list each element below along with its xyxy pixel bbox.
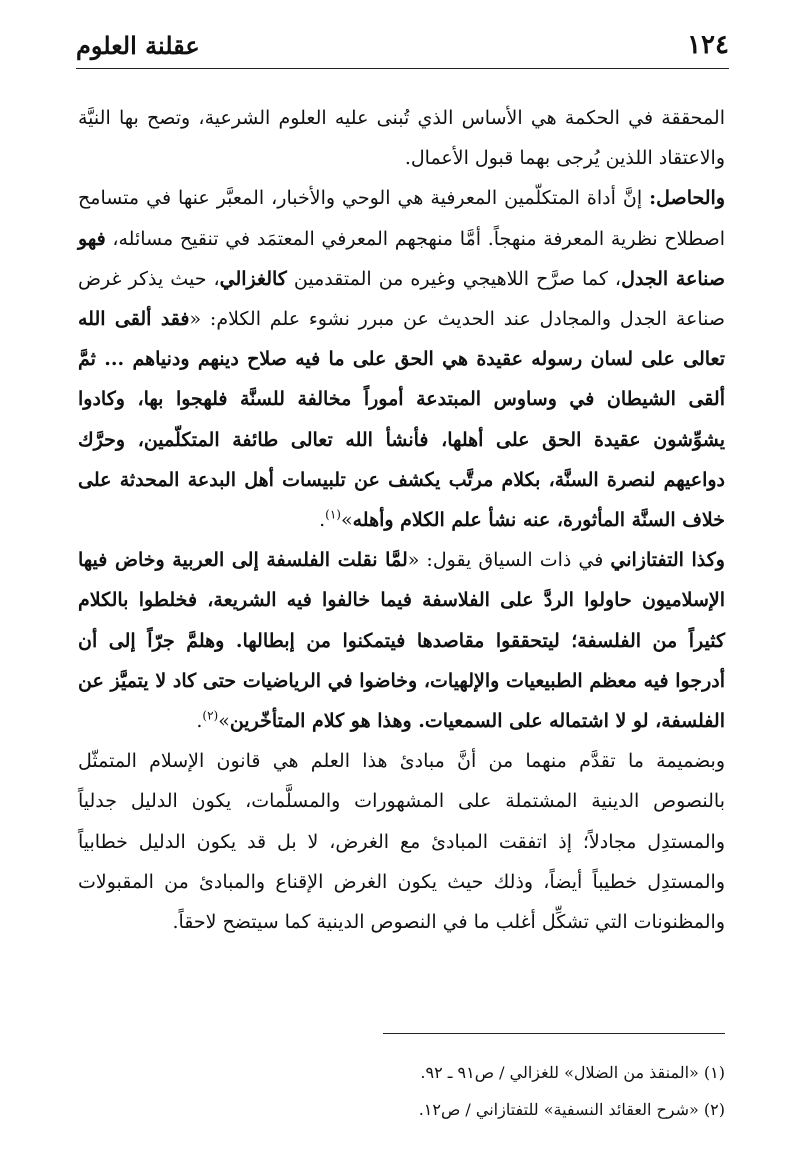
footnotes xyxy=(78,1054,725,1128)
running-title: عقلنة العلوم xyxy=(76,30,200,60)
paragraph-2-bold-b: فهو صناعة الجدل xyxy=(78,227,725,290)
main-text xyxy=(78,98,725,942)
footnote-ref-1: (١) xyxy=(325,507,341,522)
paragraph-3-text-a: في ذات السياق يقول: « xyxy=(407,549,611,572)
paragraph-2-end: . xyxy=(319,509,326,532)
paragraph-2-lead: والحاصل: xyxy=(649,187,725,210)
footnote-divider xyxy=(383,1033,725,1034)
paragraph-3-quote-close: » xyxy=(218,710,230,733)
paragraph-2-text-a: إنَّ أداة المتكلّمين المعرفية هي الوحي والأخبار، المعبَّر عنها في متسامح اصطلاح نظرية المعرفة منهجاً. أمَّا منهجهم المعرفي المعتمَد في تنقيح مسائله، xyxy=(78,187,725,250)
paragraph-2-text-c: ، كما صرَّح اللاهيجي وغيره من المتقدمين xyxy=(286,267,622,290)
paragraph-2 xyxy=(78,178,725,540)
footnote-2: (٢) «شرح العقائد النسفية» للتفتازاني / ص١٢. xyxy=(418,1100,725,1119)
footnote-ref-2: (٢) xyxy=(202,708,219,723)
paragraph-2-quote: فقد ألقى الله تعالى على لسان رسوله عقيدة هي الحق على ما فيه صلاح دينهم ودنياهم ... ثمَّ ألقى الشيطان في وساوس المبتدعة أموراً مخالفة للسنَّة فلهجوا بها، وكادوا يشوِّشون عقيدة الحق على أهلها، فأنشأ الله تعالى طائفة المتكلّمين، وحرَّك دواعيهم لنصرة السنَّة، بكلام مرتَّب يكشف عن تلبيسات أهل البدعة المحدثة على خلاف السنَّة المأثورة، عنه نشأ علم الكلام وأهله xyxy=(78,308,725,532)
paragraph-3-end: . xyxy=(196,710,203,733)
footnote-1: (١) «المنقذ من الضلال» للغزالي / ص٩١ ـ ٩٢. xyxy=(420,1063,725,1082)
paragraph-4: وبضميمة ما تقدَّم منهما من أنَّ مبادئ هذا العلم هي قانون الإسلام المتمثّل بالنصوص الدينية المشتملة على المشهورات والمسلَّمات، يكون الدليل جدلياً والمستدِل مجادلاً؛ إذ اتفقت المبادئ مع الغرض، لا بل قد يكون الدليل خطابياً والمستدِل خطيباً أيضاً، وذلك حيث يكون الغرض الإقناع والمبادئ من المقبولات والمظنونات التي تشكِّل أغلب ما في النصوص الدينية كما سيتضح لاحقاً. xyxy=(78,750,725,934)
paragraph-2-bold-d: كالغزالي xyxy=(219,267,287,290)
page-number: ١٢٤ xyxy=(687,30,729,60)
page-header xyxy=(76,22,729,69)
paragraph-3-lead: وكذا التفتازاني xyxy=(610,549,725,572)
paragraph-3 xyxy=(78,540,725,741)
paragraph-3-quote: لمَّا نقلت الفلسفة إلى العربية وخاض فيها الإسلاميون حاولوا الردَّ على الفلاسفة فيما خالفوا فيه الشريعة، فخلطوا بالكلام كثيراً من الفلسفة؛ ليتحققوا مقاصدها فيتمكنوا من إبطالها. وهلمَّ جرّاً إلى أن أدرجوا فيه معظم الطبيعيات والإلهيات، وخاضوا في الرياضيات حتى كاد لا يتميَّز عن الفلسفة، لو لا اشتماله على السمعيات. وهذا هو كلام المتأخّرين xyxy=(78,549,725,733)
paragraph-2-quote-close: » xyxy=(340,509,353,532)
paragraph-1: المحققة في الحكمة هي الأساس الذي تُبنى عليه العلوم الشرعية، وتصح بها النيَّة والاعتقاد اللذين يُرجى بهما قبول الأعمال. xyxy=(78,107,725,170)
paragraph-2-text-e: ، حيث يذكر غرض صناعة الجدل والمجادل عند الحديث عن مبرر نشوء علم الكلام: « xyxy=(78,267,725,331)
